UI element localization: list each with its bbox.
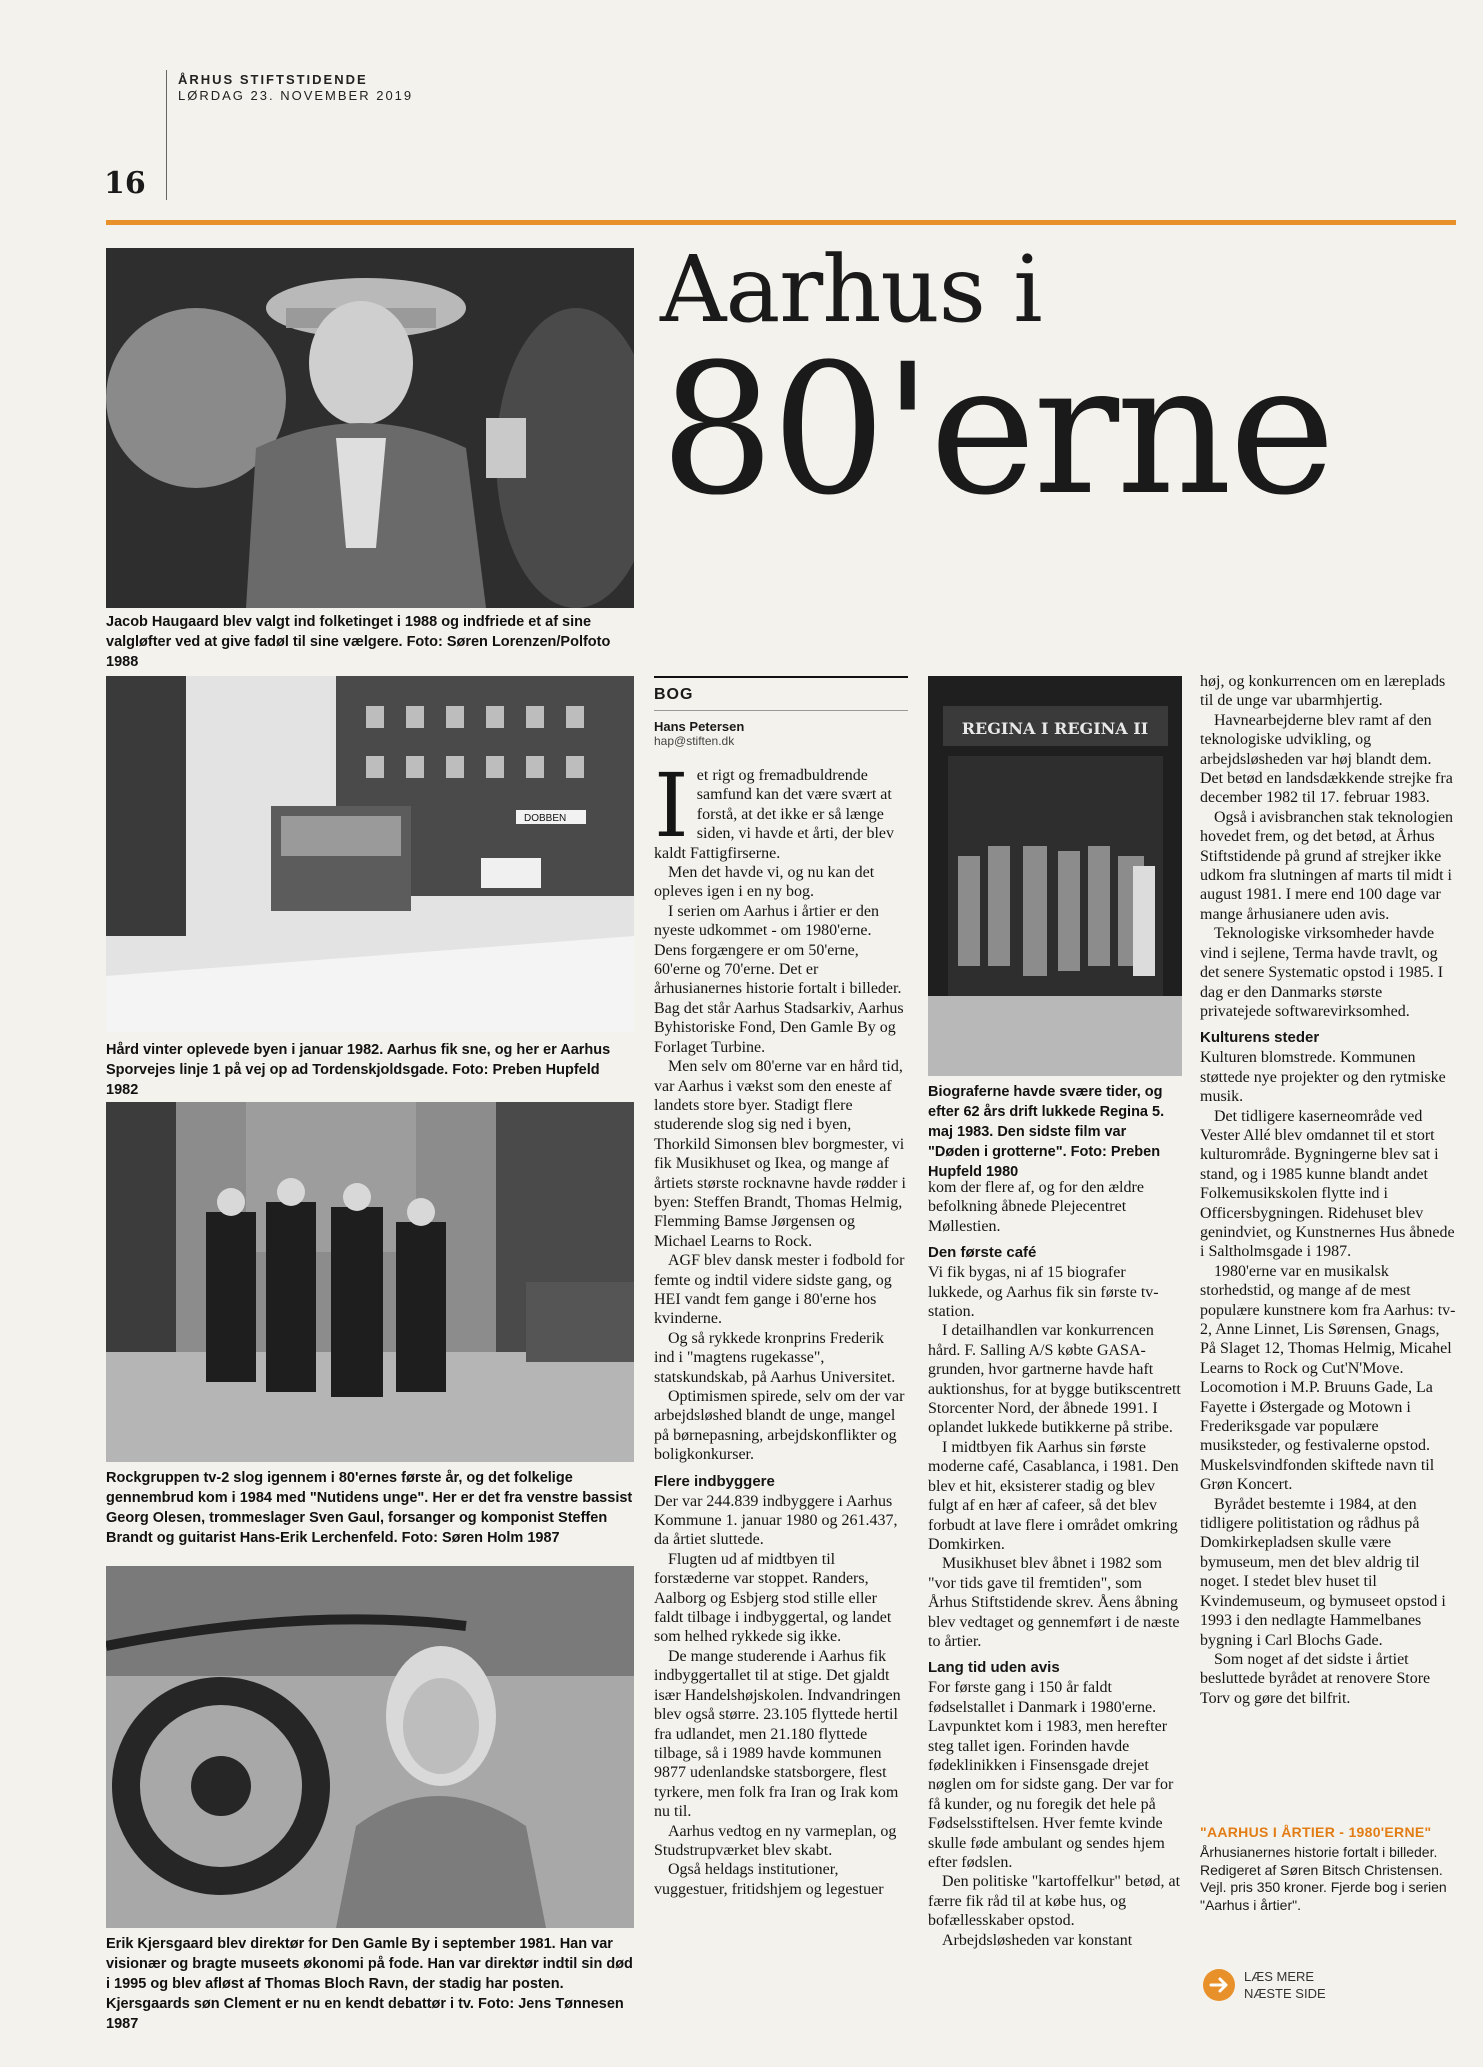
subheading: Kulturens steder xyxy=(1200,1029,1320,1047)
paragraph: De mange studerende i Aarhus fik indbyggertallet til at stige. Det gjaldt især Handelshøjskolen. Indvandringen blev også større. 23.105 flyttede hertil fra udlandet, men 21.180 flyttede tilbage, så i 1989 havde kommunen 9877 udenlandske statsborgere, flest tyrkere, men folk fra Iran og Irak kom nu til. xyxy=(654,1647,901,1821)
subheading: Flere indbyggere xyxy=(654,1472,775,1490)
section-rule xyxy=(654,676,908,678)
read-more-line1: LÆS MERE xyxy=(1244,1969,1315,1984)
paragraph: Arbejdsløsheden var konstant xyxy=(942,1931,1133,1949)
paragraph: I serien om Aarhus i årtier er den nyeste udkommet - om 1980'erne. Dens forgængere er om 50'erne, 60'erne og 70'erne. Det er århusianernes historie fortalt i billeder. Bag det står Aarhus Stadsarkiv, Aarhus Byhistoriske Fond, Den Gamle By og Forlaget Turbine. xyxy=(654,902,904,1056)
photo-winter-caption: Hård vinter oplevede byen i januar 1982. Aarhus fik sne, og her er Aarhus Sporvejes linje 1 på vej op ad Tordenskjoldsgade. Foto: Preben Hupfeld 1982 xyxy=(106,1042,611,1098)
headline xyxy=(660,236,1460,535)
paragraph: Den politiske "kartoffelkur" betød, at færre fik råd til at købe hus, og bofællesskaber opstod. xyxy=(928,1873,1181,1930)
section-label: BOG xyxy=(654,686,694,703)
paragraph: Men det havde vi, og nu kan det opleves igen i en ny bog. xyxy=(654,864,875,901)
paragraph: Musikhuset blev åbnet i 1982 som "vor tids gave til fremtiden", som Århus Stiftstidende skrev. Åens åbning blev vedtaget og gennemført i de næste to årtier. xyxy=(928,1555,1180,1650)
photo-winter-bus xyxy=(106,676,634,1032)
subheading: Den første café xyxy=(928,1244,1037,1262)
subheading: Lang tid uden avis xyxy=(928,1659,1060,1677)
book-infobox xyxy=(1200,1824,1456,1914)
header-divider xyxy=(166,70,167,200)
paragraph: et rigt og fremadbuldrende samfund kan det være svært at forstå, at det ikke er så længe siden, vi havde et årti, der blev kaldt Fattigfirserne. xyxy=(654,767,895,862)
author-name: Hans Petersen xyxy=(654,719,745,734)
photo-tv2-caption: Rockgruppen tv-2 slog igennem i 80'ernes første år, og det folkelige gennembrud kom i 1984 med "Nutidens unge". Her er det fra venstre bassist Georg Olesen, trommeslager Sven Gaul, forsanger og komponist Steffen Brandt og guitarist Hans-Erik Lerchenfeld. Foto: Søren Holm 1987 xyxy=(106,1470,633,1546)
newspaper-name: ÅRHUS STIFTSTIDENDE xyxy=(178,72,368,87)
shop-sign: DOBBEN xyxy=(524,813,567,824)
article-byline xyxy=(654,676,908,748)
book-description: Århusianernes historie fortalt i billeder. Redigeret af Søren Bitsch Christensen. Vejl. pris 350 kroner. Fjerde bog i serien "Aarhus i årtier". xyxy=(1200,1844,1447,1913)
read-more-text xyxy=(1244,1968,1326,2002)
paragraph: Også i avisbranchen stak teknologien hovedet frem, og det betød, at Århus Stiftstidende på grund af strejker ikke udkom fra slutningen af marts til midt i august 1981. I mere end 100 dage var mange århusianere uden avis. xyxy=(1200,808,1454,923)
paragraph: Optimismen spirede, selv om der var arbejdsløshed blandt de unge, mangel på børnepasning, arbejdskonflikter og boligkonkurser. xyxy=(654,1388,905,1464)
paragraph: Havnearbejderne blev ramt af den teknologiske udvikling, og arbejdsløsheden var høj blandt dem. Det betød en landsdækkende strejke fra december 1982 til 17. februar 1983. xyxy=(1200,711,1453,807)
masthead xyxy=(178,72,413,104)
paragraph: høj, og konkurrencen om en læreplads til de unge var ubarmhjertig. xyxy=(1200,673,1446,710)
article-column-2 xyxy=(928,1178,1182,1950)
paragraph: 1980'erne var en musikalsk storhedstid, og mange af de mest populære kunstnere kom fra Aarhus: tv-2, Anne Linnet, Lis Sørensen, Gnags, På Slaget 12, Thomas Helmig, Micahel Learns to Rock og Cut'N'Move. Locomotion i M.P. Bruuns Gade, La Fayette i Østergade og Motown i Frederiksgade var populære musiksteder, og festivalerne opstod. Muskelsvindfonden skiftede navn til Grøn Koncert. xyxy=(1200,1262,1456,1494)
paragraph: Teknologiske virksomheder havde vind i sejlene, Terma havde travlt, og det senere Systematic opstod i 1985. I dag er den Danmarks største privatejede softwarevirksomhed. xyxy=(1200,925,1444,1020)
page-number: 16 xyxy=(104,166,146,201)
paragraph: Som noget af det sidste i årtiet besluttede byrådet at renovere Store Torv og gøre det bilfrit. xyxy=(1200,1650,1431,1707)
paragraph: I detailhandlen var konkurrencen hård. F. Salling A/S købte GASA-grunden, hvor gartnerne havde haft auktionshus, for at bygge butikscentrett Storcenter Nord, der åbnede 1991. I oplandet lukkede butikkerne på stribe. xyxy=(928,1322,1181,1437)
read-more-line2: NÆSTE SIDE xyxy=(1244,1986,1326,2001)
paragraph: I midtbyen fik Aarhus sin første moderne café, Casablanca, i 1981. Den blev et hit, eksisterer stadig og blev fulgt af en hær af cafeer, så det blev forbudt at lave flere i området omkring Domkirken. xyxy=(928,1438,1179,1553)
book-title: "AARHUS I ÅRTIER - 1980'ERNE" xyxy=(1200,1824,1432,1840)
photo-kjersgaard xyxy=(106,1566,634,1928)
paragraph: Kulturen blomstrede. Kommunen støttede nye projekter og den rytmiske musik. xyxy=(1200,1049,1446,1106)
paragraph: Aarhus vedtog en ny varmeplan, og Studstrupværket blev skabt. xyxy=(654,1822,897,1859)
read-more-link[interactable] xyxy=(1200,1966,1400,2006)
lead-paragraph xyxy=(654,754,908,863)
paragraph: Der var 244.839 indbyggere i Aarhus Kommune 1. januar 1980 og 261.437, da årtiet sluttede. xyxy=(654,1492,898,1549)
paragraph: Byrådet bestemte i 1984, at den tidligere politistation og rådhus på Domkirkepladsen skulle være bymuseum, men det blev aldrig til noget. I stedet blev huset til Kvindemuseum, og bymuseet opstod i 1993 i den nedlagte Hammelbanes bygning i Carl Blochs Gade. xyxy=(1200,1495,1446,1649)
author-email[interactable]: hap@stiften.dk xyxy=(654,734,735,748)
paragraph: Men selv om 80'erne var en hård tid, var Aarhus i vækst som den eneste af landets store byer. Stadigt flere studerende slog sig ned i byen, Thorkild Simonsen blev borgmester, vi fik Musikhuset og Ikea, og mange af årtiets største rocknavne havde rødder i byen: Steffen Brandt, Thomas Helmig, Flemming Bamse Jørgensen og Michael Learns to Rock. xyxy=(654,1058,906,1250)
photo-haugaard xyxy=(106,248,634,608)
paragraph: Vi fik bygas, ni af 15 biografer lukkede, og Aarhus fik sin første tv-station. xyxy=(928,1264,1159,1321)
drop-cap: I xyxy=(654,754,689,857)
headline-line2: 80'erne xyxy=(660,326,1333,535)
paragraph: For første gang i 150 år faldt fødselstallet i Danmark i 1980'erne. Lavpunktet kom i 1983, men herefter steg tallet igen. Forinden havde fødeklinikken i Finsensgade drejet nøglen om for sidste gang. Der var for få kunder, og nu foregik det hele på Fødselsstiftelsen. Hver femte kvinde skulle føde ambulant og sendes hjem efter fødslen. xyxy=(928,1679,1174,1871)
arrow-right-icon xyxy=(1202,1968,1236,2002)
photo-regina-caption: Biograferne havde svære tider, og efter 62 års drift lukkede Regina 5. maj 1983. Den sidste film var "Døden i grotterne". Foto: Preben Hupfeld 1980 xyxy=(928,1084,1165,1180)
paragraph: Flugten ud af midtbyen til forstæderne var stoppet. Randers, Aalborg og Esbjerg stod stille eller faldt tilbage i indbyggertal, og landet som helhed rykkede sig ikke. xyxy=(654,1550,892,1646)
paragraph: AGF blev dansk mester i fodbold for femte og indtil videre sidste gang, og HEI vandt fem gange i 80'erne hos kvinderne. xyxy=(654,1252,905,1328)
cinema-sign: REGINA I REGINA II xyxy=(961,719,1149,738)
headline-line1: Aarhus i xyxy=(660,236,1042,343)
byline-divider xyxy=(654,710,908,711)
article-column-3 xyxy=(1200,672,1456,1708)
paragraph: Det tidligere kaserneområde ved Vester Allé blev omdannet til et stort kulturområde. Bygningerne blev sat i stand, og i 1985 kunne blandt andet Folkemusikskolen flytte ind i Officersbygningen. Ridehuset blev genindviet, og Kunstnernes Hus åbnede i Saltholmsgade i 1987. xyxy=(1200,1107,1455,1261)
accent-rule xyxy=(106,220,1456,225)
issue-date: LØRDAG 23. NOVEMBER 2019 xyxy=(178,88,414,103)
paragraph: Også heldags institutioner, vuggestuer, fritidshjem og legestuer xyxy=(654,1861,884,1898)
photo-tv2 xyxy=(106,1102,634,1462)
photo-haugaard-caption: Jacob Haugaard blev valgt ind folketinget i 1988 og indfriede et af sine valgløfter ved at give fadøl til sine vælgere. Foto: Søren Lorenzen/Polfoto 1988 xyxy=(106,614,611,670)
paragraph: kom der flere af, og for den ældre befolkning åbnede Plejecentret Møllestien. xyxy=(928,1179,1144,1235)
article-column-1 xyxy=(654,754,908,1899)
photo-regina xyxy=(928,676,1182,1076)
paragraph: Og så rykkede kronprins Frederik ind i "magtens rugekasse", statskundskab, på Aarhus Universitet. xyxy=(654,1329,896,1386)
photo-kjersgaard-caption: Erik Kjersgaard blev direktør for Den Gamle By i september 1981. Han var visionær og bragte museets økonomi på fode. Han var direktør indtil sin død i 1995 og blev afløst af Thomas Bloch Ravn, der stadig har posten. Kjersgaards søn Clement er nu en kendt debattør i tv. Foto: Jens Tønnesen 1987 xyxy=(106,1936,633,2032)
